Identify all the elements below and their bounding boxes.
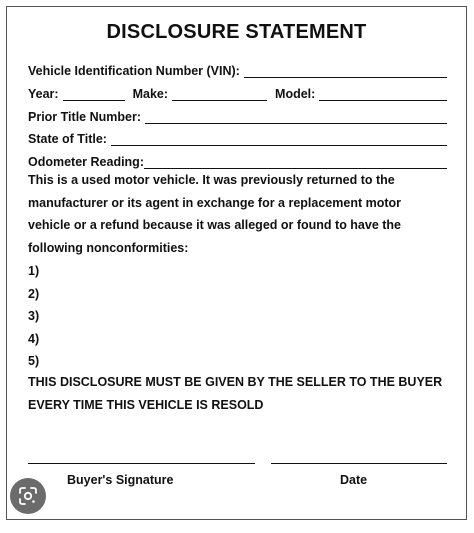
odometer-row: [28, 153, 447, 169]
model-label: Model:: [275, 87, 316, 101]
prior-title-label: Prior Title Number:: [28, 110, 141, 124]
list-item: 2): [28, 287, 40, 301]
state-row: [28, 130, 447, 146]
vin-field[interactable]: [244, 66, 447, 78]
date-line[interactable]: [271, 463, 447, 464]
prior-title-row: [28, 108, 447, 124]
form-title: DISCLOSURE STATEMENT: [106, 21, 367, 43]
state-field[interactable]: [111, 134, 447, 146]
odometer-label: Odometer Reading:: [28, 155, 144, 169]
list-item: 4): [28, 332, 40, 346]
prior-title-field[interactable]: [145, 112, 447, 124]
buyer-signature-line[interactable]: [28, 463, 255, 464]
year-field[interactable]: [63, 89, 125, 101]
list-item: 5): [28, 354, 40, 368]
body-text: This is a used motor vehicle. It was previously returned to the manufacturer or its agent in exchange for a replacement motor vehicle or a refund because it was alleged or found to have the following nonconformities:: [28, 173, 402, 255]
make-label: Make:: [132, 87, 169, 101]
vin-row: [28, 62, 447, 78]
year-make-model-row: [28, 85, 447, 101]
state-label: State of Title:: [28, 132, 107, 146]
year-label: Year:: [28, 87, 59, 101]
list-item: 3): [28, 309, 40, 323]
buyer-signature-label: Buyer's Signature: [67, 473, 174, 487]
list-item: 1): [28, 264, 40, 278]
lens-glyph-icon: [18, 486, 38, 506]
disclosure-form: [6, 6, 467, 520]
notice-text: THIS DISCLOSURE MUST BE GIVEN BY THE SELLER TO THE BUYER EVERY TIME THIS VEHICLE IS RESOLD: [28, 375, 443, 412]
google-lens-icon[interactable]: [10, 478, 46, 514]
model-field[interactable]: [319, 89, 447, 101]
date-label: Date: [340, 473, 368, 487]
make-field[interactable]: [172, 89, 267, 101]
vin-label: Vehicle Identification Number (VIN):: [28, 64, 240, 78]
odometer-field[interactable]: [144, 157, 447, 169]
